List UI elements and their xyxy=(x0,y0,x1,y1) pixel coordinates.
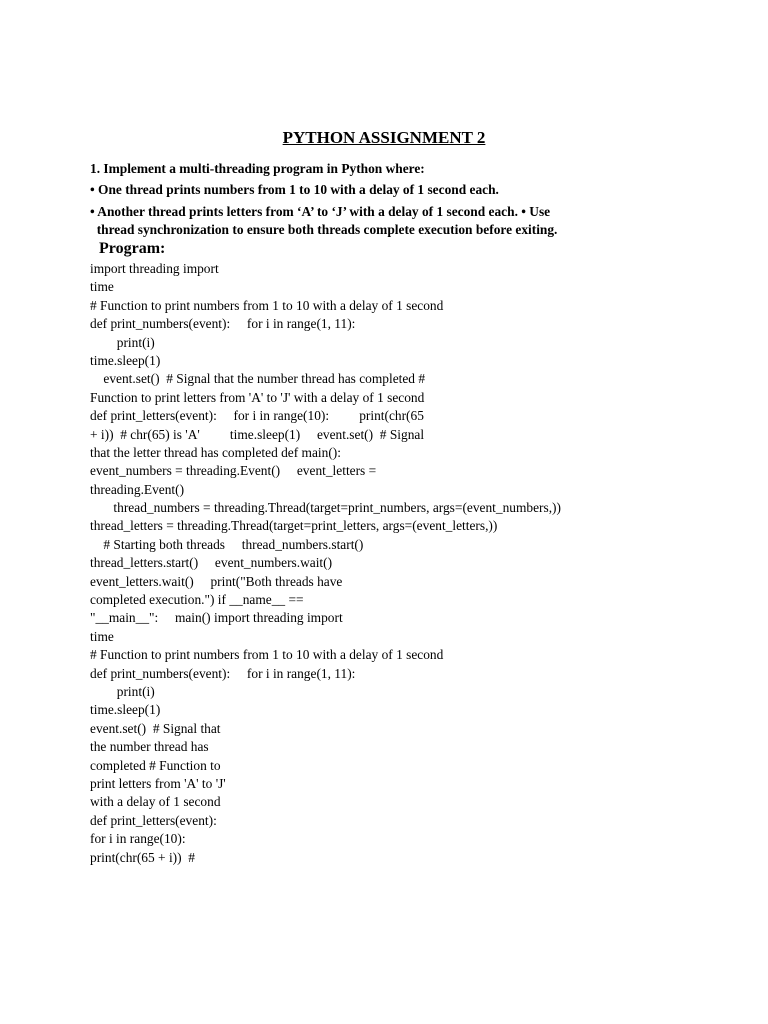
code-line: event.set() # Signal that xyxy=(90,720,221,736)
code-block xyxy=(90,260,750,867)
code-line: for i in range(10): xyxy=(90,831,186,847)
code-line: print(chr(65 + i)) # xyxy=(90,849,195,865)
code-line: # Function to print numbers from 1 to 10 with a delay of 1 second xyxy=(90,647,444,663)
code-line: the number thread has xyxy=(90,739,209,755)
code-line: time.sleep(1) xyxy=(90,352,161,368)
code-line: "__main__": main() import threading import xyxy=(90,610,343,626)
code-line: thread_numbers = threading.Thread(target=print_numbers, args=(event_numbers,)) xyxy=(90,500,561,516)
code-line: import threading import xyxy=(90,261,219,276)
code-line: threading.Event() xyxy=(90,481,185,497)
code-line: time xyxy=(90,628,114,644)
code-line: def print_numbers(event): for i in range(1, 11): xyxy=(90,316,356,332)
task-line-2: • One thread prints numbers from 1 to 10 with a delay of 1 second each. xyxy=(90,182,499,197)
code-line: # Starting both threads thread_numbers.start() xyxy=(90,536,364,552)
task-line-3: • Another thread prints letters from ‘A’ to ‘J’ with a delay of 1 second each. • Use xyxy=(90,204,551,219)
code-line: time.sleep(1) xyxy=(90,702,161,718)
code-line: thread_letters = threading.Thread(target=print_letters, args=(event_letters,)) xyxy=(90,518,498,534)
code-line: that the letter thread has completed def main(): xyxy=(90,444,341,460)
code-line: Function to print letters from 'A' to 'J' with a delay of 1 second xyxy=(90,389,425,405)
code-line: def print_numbers(event): for i in range(1, 11): xyxy=(90,665,356,681)
code-line: print(i) xyxy=(90,683,155,699)
code-line: print(i) xyxy=(90,334,155,350)
task-line-1: 1. Implement a multi-threading program in Python where: xyxy=(90,161,425,176)
code-line: event.set() # Signal that the number thread has completed # xyxy=(90,371,426,387)
code-line: def print_letters(event): for i in range(10): print(chr(65 xyxy=(90,408,424,424)
code-line: # Function to print numbers from 1 to 10 with a delay of 1 second xyxy=(90,297,444,313)
program-heading: Program: xyxy=(99,240,166,257)
code-line: print letters from 'A' to 'J' xyxy=(90,775,226,791)
task-line-4: thread synchronization to ensure both threads complete execution before exiting. xyxy=(90,222,558,237)
document-title: PYTHON ASSIGNMENT 2 xyxy=(282,128,486,147)
code-line: def print_letters(event): xyxy=(90,812,217,828)
code-line: event_letters.wait() print("Both threads have xyxy=(90,573,343,589)
code-line: + i)) # chr(65) is 'A' time.sleep(1) event.set() # Signal xyxy=(90,426,425,442)
code-line: with a delay of 1 second xyxy=(90,794,221,810)
code-line: completed # Function to xyxy=(90,757,221,773)
code-line: event_numbers = threading.Event() event_letters = xyxy=(90,463,377,479)
code-line: completed execution.") if __name__ == xyxy=(90,592,304,608)
code-line: time xyxy=(90,279,114,295)
code-line: thread_letters.start() event_numbers.wait() xyxy=(90,555,333,571)
